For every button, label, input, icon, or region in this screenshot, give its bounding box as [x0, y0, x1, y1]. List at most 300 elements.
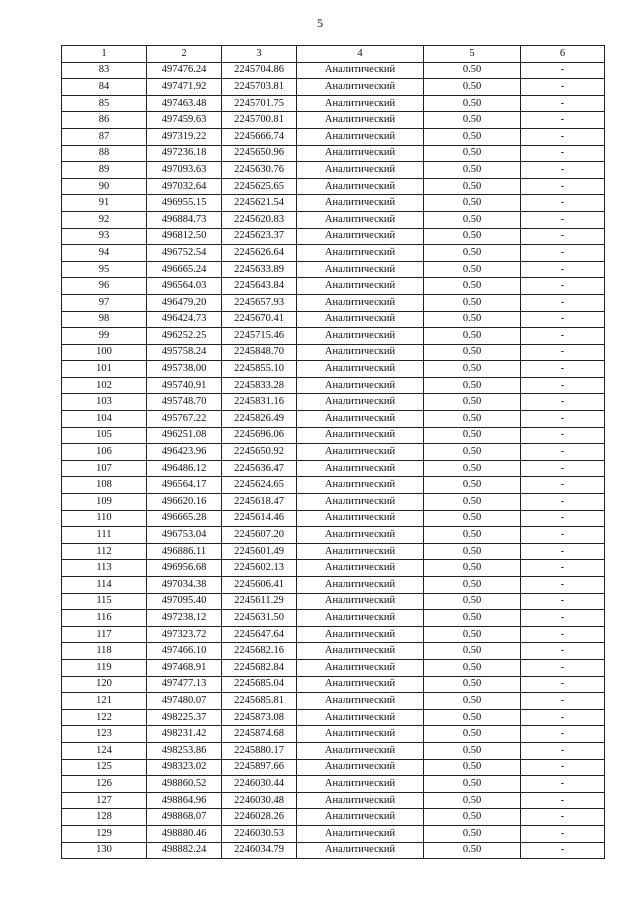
table-cell: Аналитический — [297, 643, 424, 660]
table-row — [62, 344, 605, 361]
table-body — [62, 62, 605, 859]
table-cell: 114 — [62, 577, 147, 594]
table-cell: Аналитический — [297, 610, 424, 627]
table-cell: 2245685.04 — [222, 676, 297, 693]
table-cell: 130 — [62, 842, 147, 859]
table-cell: - — [521, 211, 605, 228]
table-cell: - — [521, 610, 605, 627]
table-row — [62, 95, 605, 112]
table-row — [62, 792, 605, 809]
table-cell: 121 — [62, 693, 147, 710]
table-cell: Аналитический — [297, 245, 424, 262]
table-row — [62, 444, 605, 461]
table-cell: 129 — [62, 825, 147, 842]
table-cell: 0.50 — [424, 709, 521, 726]
table-cell: - — [521, 195, 605, 212]
table-cell: 2245685.81 — [222, 693, 297, 710]
table-cell: 497466.10 — [147, 643, 222, 660]
table-row — [62, 411, 605, 428]
table-cell: 127 — [62, 792, 147, 809]
table-cell: 2245636.47 — [222, 460, 297, 477]
table-cell: Аналитический — [297, 626, 424, 643]
table-cell: 0.50 — [424, 726, 521, 743]
table-row — [62, 560, 605, 577]
table-cell: 98 — [62, 311, 147, 328]
table-cell: 0.50 — [424, 228, 521, 245]
table-cell: Аналитический — [297, 328, 424, 345]
table-cell: 496564.17 — [147, 477, 222, 494]
table-cell: 498253.86 — [147, 742, 222, 759]
table-cell: Аналитический — [297, 676, 424, 693]
table-cell: Аналитический — [297, 145, 424, 162]
table-cell: 496252.25 — [147, 328, 222, 345]
table-row — [62, 311, 605, 328]
table-cell: - — [521, 460, 605, 477]
table-cell: Аналитический — [297, 444, 424, 461]
table-cell: 2246034.79 — [222, 842, 297, 859]
table-cell: 2245621.54 — [222, 195, 297, 212]
table-cell: 498860.52 — [147, 776, 222, 793]
table-cell: 2246030.48 — [222, 792, 297, 809]
table-cell: 0.50 — [424, 626, 521, 643]
table-row — [62, 510, 605, 527]
table-cell: 2245897.66 — [222, 759, 297, 776]
table-row — [62, 693, 605, 710]
table-cell: Аналитический — [297, 776, 424, 793]
table-cell: 498225.37 — [147, 709, 222, 726]
table-cell: 495738.00 — [147, 361, 222, 378]
table-cell: 497463.48 — [147, 95, 222, 112]
table-cell: - — [521, 444, 605, 461]
table-cell: 113 — [62, 560, 147, 577]
table-cell: Аналитический — [297, 809, 424, 826]
table-cell: 116 — [62, 610, 147, 627]
table-cell: 496665.24 — [147, 261, 222, 278]
table-cell: 2245623.37 — [222, 228, 297, 245]
table-cell: 103 — [62, 394, 147, 411]
table-cell: 0.50 — [424, 211, 521, 228]
table-cell: - — [521, 377, 605, 394]
table-cell: Аналитический — [297, 377, 424, 394]
table-cell: - — [521, 62, 605, 79]
table-cell: 92 — [62, 211, 147, 228]
table-cell: 496886.11 — [147, 543, 222, 560]
table-row — [62, 610, 605, 627]
table-cell: - — [521, 759, 605, 776]
table-header-row — [62, 46, 605, 63]
table-cell: 89 — [62, 162, 147, 179]
table-cell: 498880.46 — [147, 825, 222, 842]
table-cell: Аналитический — [297, 659, 424, 676]
column-header: 4 — [297, 46, 424, 63]
table-cell: 0.50 — [424, 610, 521, 627]
table-cell: 99 — [62, 328, 147, 345]
table-cell: Аналитический — [297, 494, 424, 511]
table-cell: 0.50 — [424, 128, 521, 145]
table-row — [62, 278, 605, 295]
table-cell: 0.50 — [424, 377, 521, 394]
table-cell: - — [521, 178, 605, 195]
table-cell: 0.50 — [424, 527, 521, 544]
table-cell: 0.50 — [424, 245, 521, 262]
table-cell: Аналитический — [297, 162, 424, 179]
table-cell: - — [521, 543, 605, 560]
table-cell: 0.50 — [424, 79, 521, 96]
table-cell: 2245670.41 — [222, 311, 297, 328]
table-cell: 495748.70 — [147, 394, 222, 411]
table-cell: 497480.07 — [147, 693, 222, 710]
table-cell: Аналитический — [297, 842, 424, 859]
table-cell: 2245682.84 — [222, 659, 297, 676]
table-cell: - — [521, 494, 605, 511]
table-cell: 2245657.93 — [222, 294, 297, 311]
table-cell: Аналитический — [297, 394, 424, 411]
table-cell: - — [521, 311, 605, 328]
table-row — [62, 377, 605, 394]
table-cell: 2245631.50 — [222, 610, 297, 627]
table-cell: - — [521, 261, 605, 278]
table-cell: Аналитический — [297, 477, 424, 494]
table-cell: 105 — [62, 427, 147, 444]
table-cell: Аналитический — [297, 278, 424, 295]
table-cell: 497477.13 — [147, 676, 222, 693]
table-cell: 0.50 — [424, 361, 521, 378]
table-cell: 0.50 — [424, 693, 521, 710]
table-cell: 497236.18 — [147, 145, 222, 162]
table-cell: 124 — [62, 742, 147, 759]
table-cell: 0.50 — [424, 809, 521, 826]
column-header: 5 — [424, 46, 521, 63]
table-cell: 104 — [62, 411, 147, 428]
table-row — [62, 626, 605, 643]
table-cell: 496956.68 — [147, 560, 222, 577]
table-cell: 495758.24 — [147, 344, 222, 361]
table-cell: 0.50 — [424, 411, 521, 428]
table-cell: 100 — [62, 344, 147, 361]
table-cell: 2245873.08 — [222, 709, 297, 726]
table-cell: 125 — [62, 759, 147, 776]
table-cell: Аналитический — [297, 361, 424, 378]
table-cell: 2245650.92 — [222, 444, 297, 461]
table-cell: 497468.91 — [147, 659, 222, 676]
table-cell: 122 — [62, 709, 147, 726]
table-cell: - — [521, 560, 605, 577]
column-header: 1 — [62, 46, 147, 63]
table-cell: 0.50 — [424, 776, 521, 793]
table-cell: 111 — [62, 527, 147, 544]
table-row — [62, 776, 605, 793]
table-cell: 0.50 — [424, 643, 521, 660]
page-number: 5 — [317, 16, 323, 30]
table-cell: 102 — [62, 377, 147, 394]
table-cell: 0.50 — [424, 278, 521, 295]
table-cell: - — [521, 427, 605, 444]
table-cell: - — [521, 162, 605, 179]
table-cell: 2245618.47 — [222, 494, 297, 511]
table-cell: 2245874.68 — [222, 726, 297, 743]
coordinates-table — [61, 45, 605, 859]
table-cell: 128 — [62, 809, 147, 826]
table-row — [62, 742, 605, 759]
table-cell: - — [521, 245, 605, 262]
table-cell: 87 — [62, 128, 147, 145]
table-cell: 496665.28 — [147, 510, 222, 527]
table-cell: 0.50 — [424, 676, 521, 693]
table-row — [62, 427, 605, 444]
table-cell: - — [521, 510, 605, 527]
table-cell: 497459.63 — [147, 112, 222, 129]
table-cell: 2245880.17 — [222, 742, 297, 759]
table-cell: 0.50 — [424, 494, 521, 511]
table-cell: 497093.63 — [147, 162, 222, 179]
table-cell: Аналитический — [297, 460, 424, 477]
table-cell: 2245620.83 — [222, 211, 297, 228]
table-cell: 123 — [62, 726, 147, 743]
table-cell: 2245826.49 — [222, 411, 297, 428]
table-cell: 2245833.28 — [222, 377, 297, 394]
table-cell: 2245696.06 — [222, 427, 297, 444]
table-cell: - — [521, 577, 605, 594]
table-cell: 0.50 — [424, 593, 521, 610]
table-cell: - — [521, 294, 605, 311]
table-cell: 497319.22 — [147, 128, 222, 145]
table-cell: 93 — [62, 228, 147, 245]
table-cell: 2246030.53 — [222, 825, 297, 842]
table-row — [62, 79, 605, 96]
table-cell: 107 — [62, 460, 147, 477]
table-cell: Аналитический — [297, 560, 424, 577]
table-cell: 2245633.89 — [222, 261, 297, 278]
table-row — [62, 842, 605, 859]
table-cell: 497238.12 — [147, 610, 222, 627]
table-cell: 2245700.81 — [222, 112, 297, 129]
table-cell: 0.50 — [424, 742, 521, 759]
table-cell: 126 — [62, 776, 147, 793]
table-cell: 120 — [62, 676, 147, 693]
table-row — [62, 328, 605, 345]
table-cell: Аналитический — [297, 543, 424, 560]
table-cell: - — [521, 643, 605, 660]
table-cell: 0.50 — [424, 510, 521, 527]
table-cell: 496955.15 — [147, 195, 222, 212]
table-cell: 2245704.86 — [222, 62, 297, 79]
table-row — [62, 494, 605, 511]
table-cell: Аналитический — [297, 79, 424, 96]
table-cell: 2245703.81 — [222, 79, 297, 96]
table-cell: 496251.08 — [147, 427, 222, 444]
table-row — [62, 759, 605, 776]
table-cell: - — [521, 659, 605, 676]
table-row — [62, 228, 605, 245]
table-row — [62, 211, 605, 228]
table-cell: 88 — [62, 145, 147, 162]
table-cell: 85 — [62, 95, 147, 112]
table-cell: - — [521, 792, 605, 809]
table-cell: Аналитический — [297, 527, 424, 544]
table-cell: - — [521, 477, 605, 494]
table-cell: Аналитический — [297, 294, 424, 311]
table-cell: 0.50 — [424, 328, 521, 345]
table-cell: Аналитический — [297, 311, 424, 328]
table-cell: 497032.64 — [147, 178, 222, 195]
table-cell: 496423.96 — [147, 444, 222, 461]
table-cell: Аналитический — [297, 742, 424, 759]
table-row — [62, 261, 605, 278]
table-cell: 2245607.20 — [222, 527, 297, 544]
table-cell: Аналитический — [297, 112, 424, 129]
table-cell: - — [521, 344, 605, 361]
table-cell: 83 — [62, 62, 147, 79]
table-cell: 110 — [62, 510, 147, 527]
table-cell: - — [521, 825, 605, 842]
table-cell: 2245630.76 — [222, 162, 297, 179]
table-cell: 117 — [62, 626, 147, 643]
table-cell: 0.50 — [424, 577, 521, 594]
table-cell: Аналитический — [297, 427, 424, 444]
table-cell: Аналитический — [297, 211, 424, 228]
table-cell: Аналитический — [297, 128, 424, 145]
table-row — [62, 112, 605, 129]
table-cell: 2245715.46 — [222, 328, 297, 345]
table-cell: 90 — [62, 178, 147, 195]
table-cell: 91 — [62, 195, 147, 212]
table-cell: 496479.20 — [147, 294, 222, 311]
table-row — [62, 676, 605, 693]
table-cell: Аналитический — [297, 709, 424, 726]
table-cell: - — [521, 709, 605, 726]
table-cell: Аналитический — [297, 411, 424, 428]
table-cell: 497471.92 — [147, 79, 222, 96]
table-cell: 2245682.16 — [222, 643, 297, 660]
table-cell: 2245647.64 — [222, 626, 297, 643]
table-cell: 0.50 — [424, 344, 521, 361]
table-cell: 0.50 — [424, 792, 521, 809]
table-row — [62, 543, 605, 560]
table-cell: 0.50 — [424, 311, 521, 328]
table-cell: 0.50 — [424, 460, 521, 477]
table-cell: 112 — [62, 543, 147, 560]
table-row — [62, 577, 605, 594]
table-cell: 0.50 — [424, 145, 521, 162]
table-row — [62, 162, 605, 179]
table-row — [62, 593, 605, 610]
table-cell: Аналитический — [297, 195, 424, 212]
table-cell: 496424.73 — [147, 311, 222, 328]
table-cell: Аналитический — [297, 344, 424, 361]
table-cell: 119 — [62, 659, 147, 676]
table-cell: 2245650.96 — [222, 145, 297, 162]
table-cell: 0.50 — [424, 162, 521, 179]
table-cell: 497095.40 — [147, 593, 222, 610]
table-row — [62, 361, 605, 378]
table-cell: - — [521, 328, 605, 345]
table-row — [62, 178, 605, 195]
table-cell: 498864.96 — [147, 792, 222, 809]
table-cell: 495740.91 — [147, 377, 222, 394]
table-cell: 0.50 — [424, 178, 521, 195]
table-cell: 2245625.65 — [222, 178, 297, 195]
table-cell: - — [521, 693, 605, 710]
table-cell: 2246030.44 — [222, 776, 297, 793]
table-cell: - — [521, 112, 605, 129]
table-cell: - — [521, 593, 605, 610]
table-row — [62, 809, 605, 826]
table-cell: 2245666.74 — [222, 128, 297, 145]
table-cell: Аналитический — [297, 178, 424, 195]
table-cell: 86 — [62, 112, 147, 129]
table-cell: 0.50 — [424, 477, 521, 494]
table-cell: Аналитический — [297, 261, 424, 278]
table-row — [62, 659, 605, 676]
table-cell: - — [521, 726, 605, 743]
table-cell: 497034.38 — [147, 577, 222, 594]
table-cell: Аналитический — [297, 593, 424, 610]
table-cell: - — [521, 95, 605, 112]
table-cell: 2245855.10 — [222, 361, 297, 378]
table-cell: 0.50 — [424, 294, 521, 311]
table-cell: 0.50 — [424, 112, 521, 129]
table-cell: 2245848.70 — [222, 344, 297, 361]
table-row — [62, 825, 605, 842]
table-cell: - — [521, 278, 605, 295]
table-cell: Аналитический — [297, 825, 424, 842]
table-cell: - — [521, 809, 605, 826]
table-cell: - — [521, 394, 605, 411]
table-cell: 496752.54 — [147, 245, 222, 262]
table-cell: 0.50 — [424, 427, 521, 444]
table-cell: 495767.22 — [147, 411, 222, 428]
column-header: 3 — [222, 46, 297, 63]
table-cell: 0.50 — [424, 394, 521, 411]
table-cell: 109 — [62, 494, 147, 511]
table-cell: - — [521, 676, 605, 693]
table-cell: Аналитический — [297, 726, 424, 743]
table-cell: 118 — [62, 643, 147, 660]
table-cell: Аналитический — [297, 228, 424, 245]
table-cell: Аналитический — [297, 510, 424, 527]
table-cell: 496564.03 — [147, 278, 222, 295]
table-cell: - — [521, 128, 605, 145]
table-cell: - — [521, 776, 605, 793]
table-cell: 0.50 — [424, 842, 521, 859]
table-cell: 95 — [62, 261, 147, 278]
table-row — [62, 726, 605, 743]
table-cell: 497476.24 — [147, 62, 222, 79]
table-cell: 0.50 — [424, 62, 521, 79]
table-cell: 496753.04 — [147, 527, 222, 544]
table-cell: 0.50 — [424, 825, 521, 842]
table-cell: 2245624.65 — [222, 477, 297, 494]
table-cell: 2245611.29 — [222, 593, 297, 610]
table-cell: 0.50 — [424, 543, 521, 560]
table-row — [62, 527, 605, 544]
table-cell: - — [521, 527, 605, 544]
table-cell: 101 — [62, 361, 147, 378]
table-cell: 2246028.26 — [222, 809, 297, 826]
table-cell: 0.50 — [424, 759, 521, 776]
table-row — [62, 128, 605, 145]
table-cell: 115 — [62, 593, 147, 610]
table-cell: Аналитический — [297, 95, 424, 112]
table-row — [62, 145, 605, 162]
table-cell: Аналитический — [297, 759, 424, 776]
table-cell: - — [521, 842, 605, 859]
table-cell: 496620.16 — [147, 494, 222, 511]
table-cell: 96 — [62, 278, 147, 295]
table-row — [62, 62, 605, 79]
table-row — [62, 643, 605, 660]
table-cell: 2245602.13 — [222, 560, 297, 577]
